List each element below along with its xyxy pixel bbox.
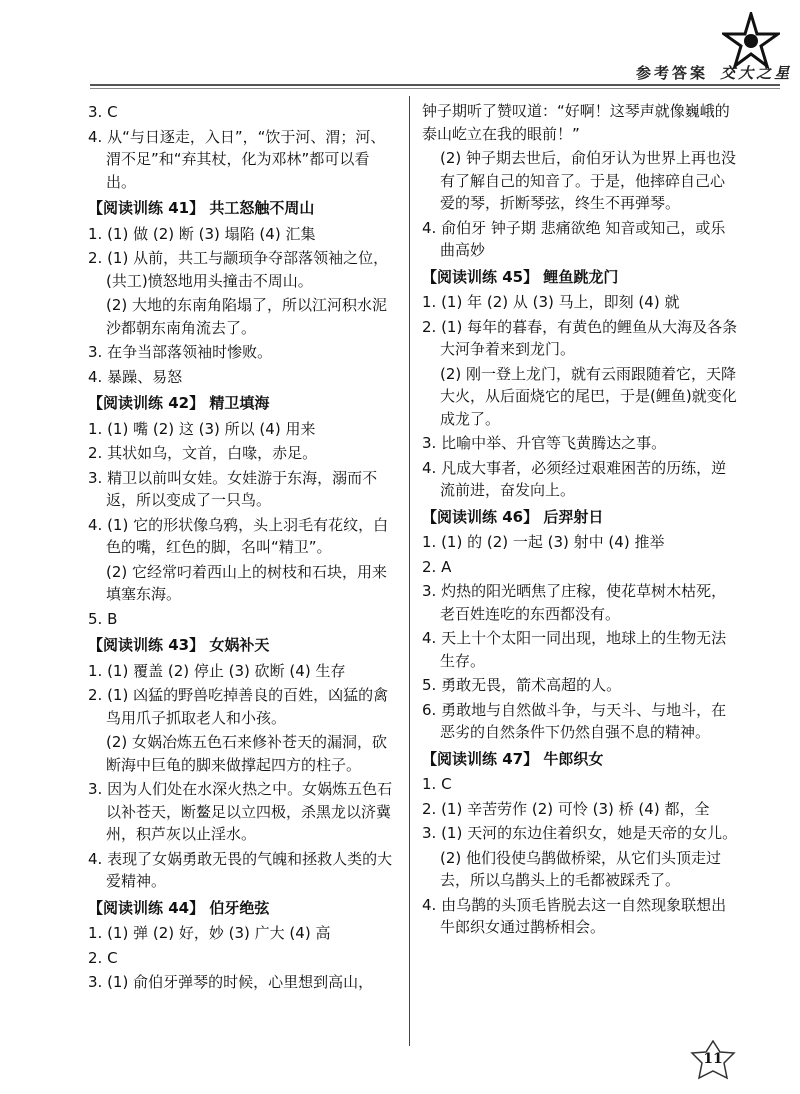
star-logo-icon <box>722 12 780 70</box>
header-rule <box>90 84 780 86</box>
answer-subitem: (2) 刚一登上龙门，就有云雨跟随着它，天降大火，从后面烧它的尾巴，于是(鲤鱼)就变化成龙了。 <box>440 364 737 428</box>
section-heading: 【阅读训练 43】 女娲补天 <box>88 636 270 654</box>
answer-item: 2. (1) 辛苦劳作 (2) 可怜 (3) 桥 (4) 都，全 <box>422 799 710 818</box>
answer-subitem: (2) 它经常叼着西山上的树枝和石块，用来填塞东海。 <box>106 562 388 603</box>
answer-item: 2. (1) 凶猛的野兽吃掉善良的百姓，凶猛的禽鸟用爪子抓取老人和小孩。 <box>88 686 389 727</box>
header-brand-text: 交大之星 <box>720 64 793 82</box>
answer-item: 4. 暴躁、易怒 <box>88 367 183 386</box>
answer-item: 3. (1) 天河的东边住着织女，她是天帝的女儿。 <box>422 824 738 842</box>
answer-item: 1. (1) 年 (2) 从 (3) 马上，即刻 (4) 就 <box>422 293 680 311</box>
answer-item: 3. 比喻中举、升官等飞黄腾达之事。 <box>422 434 667 452</box>
answer-item: 1. (1) 覆盖 (2) 停止 (3) 砍断 (4) 生存 <box>88 661 346 680</box>
answer-item: 2. (1) 每年的暮春，有黄色的鲤鱼从大海及各条大河争着来到龙门。 <box>422 317 738 358</box>
section-heading: 【阅读训练 45】 鲤鱼跳龙门 <box>422 267 619 286</box>
right-column <box>422 100 738 941</box>
answer-item: 1. (1) 的 (2) 一起 (3) 射中 (4) 推举 <box>422 533 665 551</box>
answer-item: 1. (1) 嘴 (2) 这 (3) 所以 (4) 用来 <box>88 419 316 438</box>
answer-item: 2. A <box>422 557 452 576</box>
answer-item: 5. B <box>88 609 118 628</box>
page-number: 11 <box>703 1051 723 1067</box>
answer-item: 3. 灼热的阳光晒焦了庄稼，使花草树木枯死，老百姓连吃的东西都没有。 <box>422 582 727 623</box>
answer-item: 4. 表现了女娲勇敢无畏的气魄和拯救人类的大爱精神。 <box>88 849 393 890</box>
answer-subitem: (2) 钟子期去世后，俞伯牙认为世界上再也没有了解自己的知音了。于是，他摔碎自己心爱的琴，折断琴弦，终生不再弹琴。 <box>440 149 737 212</box>
answer-item: 1. (1) 做 (2) 断 (3) 塌陷 (4) 汇集 <box>88 224 316 243</box>
answer-item: 4. 俞伯牙 钟子期 悲痛欲绝 知音或知己，或乐曲高妙 <box>422 218 726 259</box>
section-heading: 【阅读训练 41】 共工怒触不周山 <box>88 199 315 217</box>
answer-item: 1. C <box>422 775 452 793</box>
section-heading: 【阅读训练 44】 伯牙绝弦 <box>88 898 270 917</box>
section-heading: 【阅读训练 47】 牛郎织女 <box>422 749 604 768</box>
answer-subitem: (2) 他们役使乌鹊做桥梁，从它们头顶走过去，所以乌鹊头上的毛都被踩秃了。 <box>440 848 722 889</box>
answer-item: 3. (1) 俞伯牙弹琴的时候，心里想到高山， <box>88 973 374 991</box>
answer-item: 1. (1) 弹 (2) 好，妙 (3) 广大 (4) 高 <box>88 924 331 942</box>
answer-item: 4. 从“与日逐走，入日”，“饮于河、渭；河、渭不足”和“弃其杖，化为邓林”都可以看出。 <box>88 127 386 191</box>
answer-subitem: (2) 大地的东南角陷塌了，所以江河积水泥沙都朝东南角流去了。 <box>106 296 388 337</box>
answer-item: 3. 因为人们处在水深火热之中。女娲炼五色石以补苍天，断鳌足以立四极，杀黑龙以济冀州，积芦灰以止淫水。 <box>88 780 393 843</box>
answer-item: 4. 天上十个太阳一同出现，地球上的生物无法生存。 <box>422 629 727 670</box>
answer-item: 6. 勇敢地与自然做斗争，与天斗、与地斗，在恶劣的自然条件下仍然自强不息的精神。 <box>422 700 727 741</box>
header-rule-thin <box>90 88 780 89</box>
answer-item: 4. (1) 它的形状像乌鸦，头上羽毛有花纹，白色的嘴，红色的脚，名叫“精卫”。 <box>88 515 389 556</box>
answer-item: 2. 其状如乌，文首，白喙，赤足。 <box>88 444 318 462</box>
column-divider <box>409 96 410 1046</box>
page-number-badge <box>690 1040 736 1080</box>
header-title-text: 参考答案 <box>636 64 709 82</box>
section-heading: 【阅读训练 46】 后羿射日 <box>422 507 604 526</box>
answer-subitem: (2) 女娲冶炼五色石来修补苍天的漏洞，砍断海中巨龟的脚来做撑起四方的柱子。 <box>106 733 388 774</box>
left-column <box>88 100 398 996</box>
answer-item: 3. 在争当部落领袖时惨败。 <box>88 343 273 361</box>
answer-item: 2. (1) 从前，共工与颛顼争夺部落领袖之位，(共工)愤怒地用头撞击不周山。 <box>88 249 389 290</box>
answer-item: 5. 勇敢无畏，箭术高超的人。 <box>422 676 622 694</box>
answer-item: 4. 凡成大事者，必须经过艰难困苦的历练，逆流前进，奋发向上。 <box>422 458 727 499</box>
answer-item: 3. C <box>88 103 118 121</box>
answer-continuation: 钟子期听了赞叹道：“好啊！这琴声就像巍峨的泰山屹立在我的眼前！” <box>422 102 730 143</box>
answer-item: 2. C <box>88 948 118 967</box>
section-heading: 【阅读训练 42】 精卫填海 <box>88 394 270 412</box>
answer-item: 3. 精卫以前叫女娃。女娃游于东海，溺而不返，所以变成了一只鸟。 <box>88 468 378 509</box>
answer-item: 4. 由乌鹊的头顶毛皆脱去这一自然现象联想出牛郎织女通过鹊桥相会。 <box>422 895 727 936</box>
